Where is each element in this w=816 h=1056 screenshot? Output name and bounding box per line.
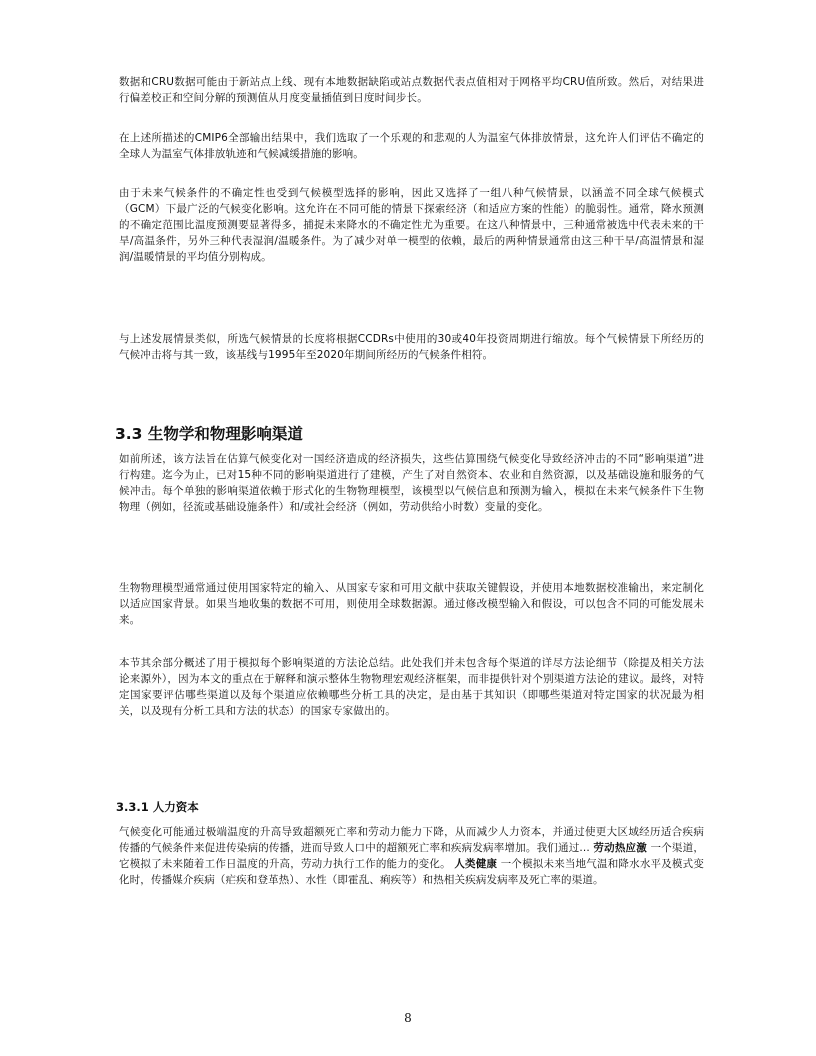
paragraph-methodology-summary: 本节其余部分概述了用于模拟每个影响渠道的方法论总结。此处我们并未包含每个渠道的详尽方法论细节（除提及相关方法论来源外），因为本文的重点在于解释和演示整体生物物理宏观经济框架，而非提供针对个别渠道方法论的建议。最终，对特定国家要评估哪些渠道以及每个渠道应依赖哪些分析工具的决定，是由基于其知识（即哪些渠道对特定国家的状况最为相关，以及现有分析工具和方法的状态）的国家专家做出的。 [119,657,704,717]
paragraph-climate-scenarios: 由于未来气候条件的不确定性也受到气候模型选择的影响，因此又选择了一组八种气候情景，以涵盖不同全球气候模式（GCM）下最广泛的气候变化影响。这允许在不同可能的情景下探索经济（和适应方案的性能）的脆弱性。通常，降水预测的不确定范围比温度预测要显著得多，捕捉未来降水的不确定性尤为重要。在这八种情景中，三种通常被选中代表未来的干旱/高温条件，另外三种代表湿润/温暖条件。为了减少对单一模型的依赖，最后的两种情景通常由这三种干旱/高温情景和湿润/温暖情景的平均值分别构成。 [119,187,704,263]
paragraph-human-capital [119,824,704,888]
paragraph-scenario-length: 与上述发展情景类似，所选气候情景的长度将根据CCDRs中使用的30或40年投资周期进行缩放。每个气候情景下所经历的气候冲击将与其一致，该基线与1995年至2020年期间所经历的气候条件相符。 [119,333,704,361]
human-capital-text-2: 一个渠道，它模拟了未来随着工作日温度的升高，劳动力执行工作的能力的变化。 [119,842,704,870]
paragraph-biophysical-models: 生物物理模型通常通过使用国家特定的输入、从国家专家和可用文献中获取关键假设，并使用本地数据校准输出，来定制化以适应国家背景。如果当地收集的数据不可用，则使用全球数据源。通过修改模型输入和假设，可以包含不同的可能发展未来。 [119,582,704,626]
paragraph-impact-channels: 如前所述，该方法旨在估算气候变化对一国经济造成的经济损失，这些估算围绕气候变化导致经济冲击的不同“影响渠道”进行构建。迄今为止，已对15种不同的影响渠道进行了建模，产生了对自然资本、农业和自然资源，以及基础设施和服务的气候冲击。每个单独的影响渠道依赖于形式化的生物物理模型，该模型以气候信息和预测为输入，模拟在未来气候条件下生物物理（例如，径流或基础设施条件）和/或社会经济（例如，劳动供给小时数）变量的变化。 [119,453,704,513]
paragraph-data-correction: 数据和CRU数据可能由于新站点上线、现有本地数据缺陷或站点数据代表点值相对于网格平均CRU值所致。然后，对结果进行偏差校正和空间分解的预测值从月度变量插值到日度时间步长。 [119,76,704,104]
section-heading-3-3: 3.3 生物学和物理影响渠道 [115,425,303,443]
section-heading-3-3-1: 3.3.1 人力资本 [116,800,199,814]
term-labor-heat-stress: 劳动热应激 [593,842,647,854]
page-number: 8 [404,1011,412,1025]
term-human-health: 人类健康 [454,858,498,870]
human-capital-text-1: 气候变化可能通过极端温度的升高导致超额死亡率和劳动力能力下降，从而减少人力资本，并通过使更大区域经历适合疾病传播的气候条件来促进传染病的传播，进而导致人口中的超额死亡率和疾病发病率增加。我们通过... [119,826,704,854]
human-capital-text-3: 一个模拟未来当地气温和降水水平及模式变化时，传播媒介疾病（疟疾和登革热）、水性（即霍乱、痢疾等）和热相关疾病发病率及死亡率的渠道。 [119,858,704,886]
paragraph-emission-scenarios: 在上述所描述的CMIP6全部输出结果中，我们选取了一个乐观的和悲观的人为温室气体排放情景，这允许人们评估不确定的全球人为温室气体排放轨迹和气候减缓措施的影响。 [119,132,704,160]
